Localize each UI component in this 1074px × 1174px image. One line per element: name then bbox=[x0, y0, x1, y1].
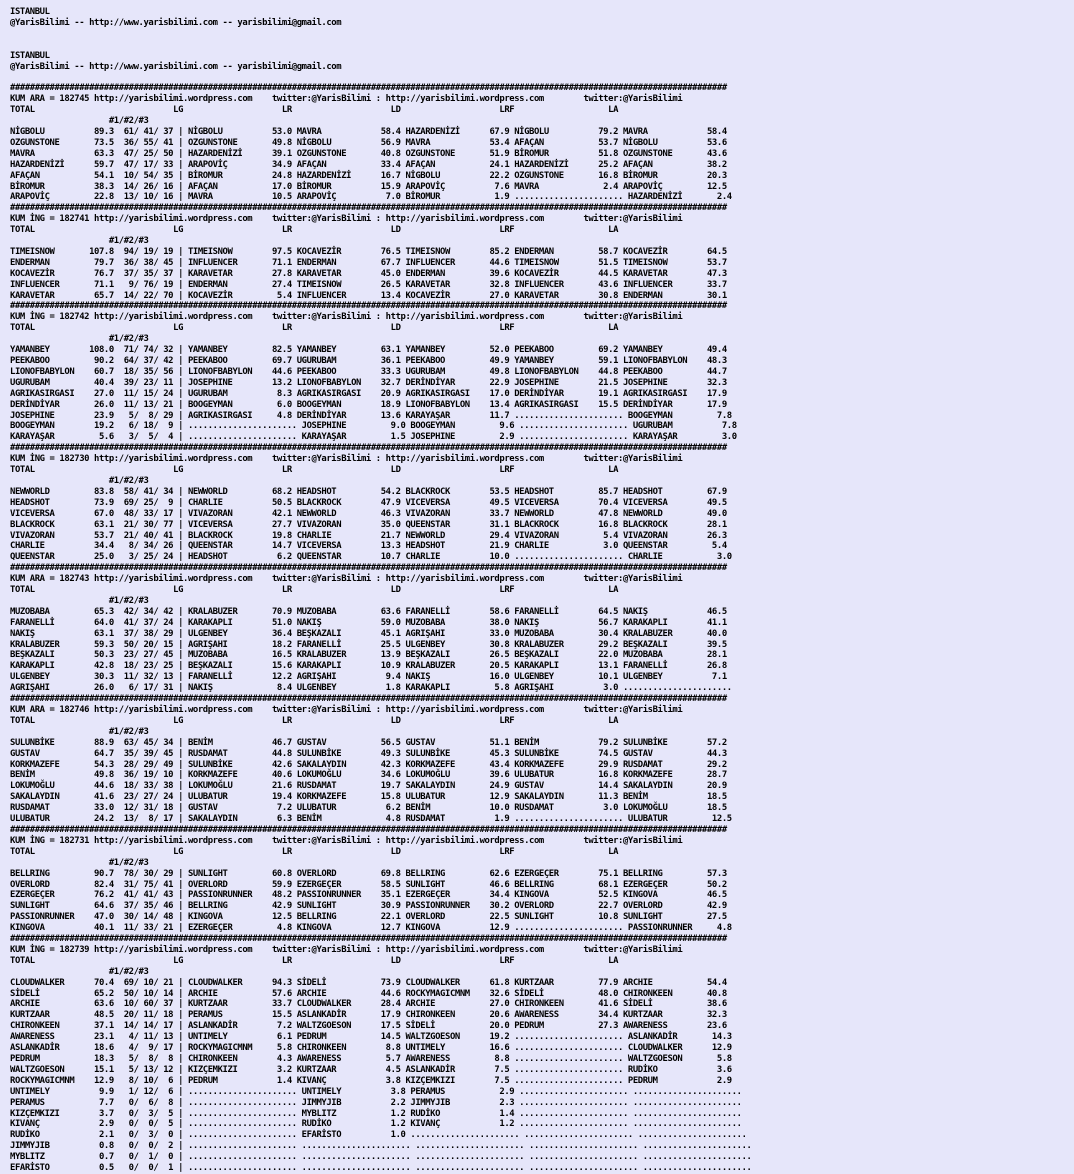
header-line: ISTANBUL bbox=[10, 50, 50, 61]
result-row: JIMMYJIB 0.8 0/ 0/ 2 | ...................... ...................... ...................... ...................... ...................... bbox=[10, 1141, 752, 1152]
column-subheader: #1/#2/#3 bbox=[10, 236, 149, 247]
result-row: EFARİSTO 0.5 0/ 0/ 1 | ...................... ...................... ...................... ...................... ...................... bbox=[10, 1163, 752, 1174]
result-row: PASSIONRUNNER 47.0 30/ 14/ 48 | KINGOVA 12.5 BELLRING 22.1 OVERLORD 22.5 SUNLIGHT 10.8 SUNLIGHT 27.5 bbox=[10, 912, 727, 923]
result-row: INFLUENCER 71.1 9/ 76/ 19 | ENDERMAN 27.4 TIMEISNOW 26.5 KARAVETAR 32.8 INFLUENCER 43.6 INFLUENCER 33.7 bbox=[10, 279, 727, 290]
column-header: TOTAL LG LR LD LRF LA bbox=[10, 955, 619, 966]
result-row: VIVAZORAN 53.7 21/ 40/ 41 | BLACKROCK 19.8 CHARLIE 21.7 NEWWORLD 29.4 VIVAZORAN 5.4 VIVAZORAN 26.3 bbox=[10, 530, 727, 541]
race-title: KUM ARA = 182745 http://yarisbilimi.wordpress.com twitter:@YarisBilimi : http://yarisbilimi.wordpress.com twitter:@YarisBilimi bbox=[10, 94, 683, 105]
result-row: BİROMUR 38.3 14/ 26/ 16 | AFAÇAN 17.0 BİROMUR 15.9 ARAPOVİÇ 7.6 MAVRA 2.4 ARAPOVİÇ 12.5 bbox=[10, 181, 727, 192]
result-row: PEEKABOO 90.2 64/ 37/ 42 | PEEKABOO 69.7 UGURUBAM 36.1 PEEKABOO 49.9 YAMANBEY 59.1 LIONOFBABYLON 48.3 bbox=[10, 356, 727, 366]
separator-line: ################################################################################################################################################# bbox=[10, 203, 727, 214]
result-row: NİGBOLU 89.3 61/ 41/ 37 | NİGBOLU 53.0 MAVRA 58.4 HAZARDENİZİ 67.9 NİGBOLU 79.2 MAVRA 58.4 bbox=[10, 126, 727, 137]
result-row: VICEVERSA 67.0 48/ 33/ 17 | VIVAZORAN 42.1 NEWWORLD 46.3 VIVAZORAN 33.7 NEWWORLD 47.8 NEWWORLD 49.0 bbox=[10, 508, 727, 519]
result-row: ARAPOVİÇ 22.8 13/ 10/ 16 | MAVRA 10.5 ARAPOVİÇ 7.0 BİROMUR 1.9 ...................... HAZARDENİZİ 2.4 bbox=[10, 192, 732, 203]
result-row: TIMEISNOW 107.8 94/ 19/ 19 | TIMEISNOW 97.5 KOCAVEZİR 76.5 TIMEISNOW 85.2 ENDERMAN 58.7 KOCAVEZİR 64.5 bbox=[10, 246, 727, 257]
result-row: SİDELİ 65.2 50/ 10/ 14 | ARCHIE 57.6 ARCHIE 44.6 ROCKYMAGICMNM 32.6 SİDELİ 48.0 CHIRONKEEN 40.8 bbox=[10, 988, 727, 999]
result-row: KIZÇEMKIZI 3.7 0/ 3/ 5 | ...................... MYBLITZ 1.2 RUDİKO 1.4 ...................... ...................... bbox=[10, 1108, 742, 1119]
column-subheader: #1/#2/#3 bbox=[10, 334, 149, 345]
result-row: KURTZAAR 48.5 20/ 11/ 18 | PERAMUS 15.5 ASLANKADİR 17.9 CHIRONKEEN 20.6 AWARENESS 34.4 KURTZAAR 32.3 bbox=[10, 1010, 727, 1021]
result-row: BOOGEYMAN 19.2 6/ 18/ 9 | ...................... JOSEPHINE 9.0 BOOGEYMAN 9.6 ...................... UGURUBAM 7.8 bbox=[10, 421, 737, 432]
result-row: KINGOVA 40.1 11/ 33/ 21 | EZERGEÇER 4.8 KINGOVA 12.7 KINGOVA 12.9 ...................... PASSIONRUNNER 4.8 bbox=[10, 923, 732, 934]
header-line: @YarisBilimi -- http://www.yarisbilimi.com -- yarisbilimi@gmail.com bbox=[10, 61, 342, 72]
result-row: UGURUBAM 40.4 39/ 23/ 11 | JOSEPHINE 13.2 LIONOFBABYLON 32.7 DERİNDİYAR 22.9 JOSEPHINE 21.5 JOSEPHINE 32.3 bbox=[10, 377, 727, 388]
result-row: AFAÇAN 54.1 10/ 54/ 35 | BİROMUR 24.8 HAZARDENİZİ 16.7 NİGBOLU 22.2 OZGUNSTONE 16.8 BİROMUR 20.3 bbox=[10, 170, 727, 181]
column-header: TOTAL LG LR LD LRF LA bbox=[10, 225, 619, 236]
result-row: CHIRONKEEN 37.1 14/ 14/ 17 | ASLANKADİR 7.2 WALTZGOESON 17.5 SİDELİ 20.0 PEDRUM 27.3 AWARENESS 23.6 bbox=[10, 1021, 727, 1032]
column-subheader: #1/#2/#3 bbox=[10, 857, 149, 868]
result-row: LOKUMOĞLU 44.6 18/ 33/ 38 | LOKUMOĞLU 21.6 RUSDAMAT 19.7 SAKALAYDIN 24.9 GUSTAV 14.4 SAKALAYDIN 20.9 bbox=[10, 781, 727, 792]
race-title: KUM İNG = 182731 http://yarisbilimi.wordpress.com twitter:@YarisBilimi : http://yarisbilimi.wordpress.com twitter:@YarisBilimi bbox=[10, 835, 683, 846]
result-row: GUSTAV 64.7 35/ 39/ 45 | RUSDAMAT 44.8 SULUNBİKE 49.3 SULUNBİKE 45.3 SULUNBİKE 74.5 GUSTAV 44.3 bbox=[10, 748, 727, 759]
result-row: BLACKROCK 63.1 21/ 30/ 77 | VICEVERSA 27.7 VIVAZORAN 35.0 QUEENSTAR 31.1 BLACKROCK 16.8 BLACKROCK 28.1 bbox=[10, 519, 727, 530]
race-section bbox=[10, 825, 1074, 934]
result-row: KARAVETAR 65.7 14/ 22/ 70 | KOCAVEZİR 5.4 INFLUENCER 13.4 KOCAVEZİR 27.0 KARAVETAR 30.8 ENDERMAN 30.1 bbox=[10, 290, 727, 301]
race-section bbox=[10, 694, 1074, 825]
result-row: KOCAVEZİR 76.7 37/ 35/ 37 | KARAVETAR 27.8 KARAVETAR 45.0 ENDERMAN 39.6 KOCAVEZİR 44.5 KARAVETAR 47.3 bbox=[10, 268, 727, 279]
result-row: EZERGEÇER 76.2 41/ 41/ 43 | PASSIONRUNNER 48.2 PASSIONRUNNER 35.1 EZERGEÇER 34.4 KINGOVA 52.5 KINGOVA 46.5 bbox=[10, 890, 727, 901]
result-row: JOSEPHINE 23.9 5/ 8/ 29 | AGRIKASIRGASI 4.8 DERİNDİYAR 13.6 KARAYAŞAR 11.7 ...................... BOOGEYMAN 7.8 bbox=[10, 410, 732, 421]
result-row: DERİNDİYAR 26.0 11/ 13/ 21 | BOOGEYMAN 6.0 BOOGEYMAN 18.9 LIONOFBABYLON 13.4 AGRIKASIRGASI 15.5 DERİNDİYAR 17.9 bbox=[10, 399, 727, 410]
race-section bbox=[10, 443, 1074, 563]
race-title: KUM İNG = 182741 http://yarisbilimi.wordpress.com twitter:@YarisBilimi : http://yarisbilimi.wordpress.com twitter:@YarisBilimi bbox=[10, 214, 683, 225]
separator-line: ################################################################################################################################################# bbox=[10, 563, 727, 574]
result-row: CLOUDWALKER 70.4 69/ 10/ 21 | CLOUDWALKER 94.3 SİDELİ 73.9 CLOUDWALKER 61.8 KURTZAAR 77.9 ARCHIE 54.4 bbox=[10, 977, 727, 988]
column-header: TOTAL LG LR LD LRF LA bbox=[10, 846, 619, 857]
page-header bbox=[10, 7, 1074, 83]
result-row: SAKALAYDIN 41.6 23/ 27/ 24 | ULUBATUR 19.4 KORKMAZEFE 15.8 ULUBATUR 12.9 SAKALAYDIN 11.3 BENİM 18.5 bbox=[10, 792, 727, 803]
column-subheader: #1/#2/#3 bbox=[10, 726, 149, 737]
separator-line: ################################################################################################################################################# bbox=[10, 934, 727, 945]
result-row: BELLRING 90.7 78/ 30/ 29 | SUNLIGHT 60.8 OVERLORD 69.8 BELLRING 62.6 EZERGEÇER 75.1 BELLRING 57.3 bbox=[10, 868, 727, 879]
column-header: TOTAL LG LR LD LRF LA bbox=[10, 585, 619, 596]
result-row: RUDİKO 2.1 0/ 3/ 0 | ...................... EFARİSTO 1.0 ...................... ...................... ...................... bbox=[10, 1130, 747, 1141]
race-title: KUM ARA = 182746 http://yarisbilimi.wordpress.com twitter:@YarisBilimi : http://yarisbilimi.wordpress.com twitter:@YarisBilimi bbox=[10, 705, 683, 715]
separator-line: ################################################################################################################################################# bbox=[10, 443, 727, 454]
column-header: TOTAL LG LR LD LRF LA bbox=[10, 465, 619, 476]
result-row: PEDRUM 18.3 5/ 8/ 8 | CHIRONKEEN 4.3 AWARENESS 5.7 AWARENESS 8.8 ...................... WALTZGOESON 5.8 bbox=[10, 1054, 732, 1064]
result-row: ULGENBEY 30.3 11/ 32/ 13 | FARANELLİ 12.2 AGRIŞAHI 9.4 NAKIŞ 16.0 ULGENBEY 10.1 ULGENBEY 7.1 bbox=[10, 672, 727, 683]
result-row: HEADSHOT 73.9 69/ 25/ 9 | CHARLIE 50.5 BLACKROCK 47.9 VICEVERSA 49.5 VICEVERSA 70.4 VICEVERSA 49.5 bbox=[10, 497, 727, 508]
race-section bbox=[10, 934, 1074, 1174]
separator-line: ################################################################################################################################################# bbox=[10, 83, 727, 94]
header-line bbox=[10, 72, 1074, 83]
separator-line: ################################################################################################################################################# bbox=[10, 301, 727, 312]
separator-line: ################################################################################################################################################# bbox=[10, 824, 727, 835]
result-row: BEŞKAZALI 50.3 23/ 27/ 45 | MUZOBABA 16.5 KRALABUZER 13.9 BEŞKAZALI 26.5 BEŞKAZALI 22.0 MUZOBABA 28.1 bbox=[10, 650, 727, 661]
result-row: KORKMAZEFE 54.3 28/ 29/ 49 | SULUNBİKE 42.6 SAKALAYDIN 42.3 KORKMAZEFE 43.4 KORKMAZEFE 29.9 RUSDAMAT 29.2 bbox=[10, 759, 727, 770]
result-row: WALTZGOESON 15.1 5/ 13/ 12 | KIZÇEMKIZI 3.2 KURTZAAR 4.5 ASLANKADİR 7.5 ...................... RUDİKO 3.6 bbox=[10, 1064, 732, 1075]
result-row: NEWWORLD 83.8 58/ 41/ 34 | NEWWORLD 68.2 HEADSHOT 54.2 BLACKROCK 53.5 HEADSHOT 85.7 HEADSHOT 67.9 bbox=[10, 486, 727, 497]
race-section bbox=[10, 203, 1074, 301]
race-section bbox=[10, 83, 1074, 203]
result-row: AWARENESS 23.1 4/ 11/ 13 | UNTIMELY 6.1 PEDRUM 14.5 WALTZGOESON 19.2 ...................... ASLANKADİR 14.3 bbox=[10, 1032, 732, 1043]
result-row: KRALABUZER 59.3 50/ 20/ 15 | AGRIŞAHI 18.2 FARANELLİ 25.5 ULGENBEY 30.8 KRALABUZER 29.2 BEŞKAZALI 39.5 bbox=[10, 639, 727, 650]
result-row: OZGUNSTONE 73.5 36/ 55/ 41 | OZGUNSTONE 49.8 NİGBOLU 56.9 MAVRA 53.4 AFAÇAN 53.7 NİGBOLU 53.6 bbox=[10, 137, 727, 148]
result-row: ARCHIE 63.6 10/ 60/ 37 | KURTZAAR 33.7 CLOUDWALKER 28.4 ARCHIE 27.0 CHIRONKEEN 41.6 SİDELİ 38.6 bbox=[10, 999, 727, 1010]
column-header: TOTAL LG LR LD LRF LA bbox=[10, 105, 619, 116]
result-row: BENİM 49.8 36/ 19/ 10 | KORKMAZEFE 40.6 LOKUMOĞLU 34.6 LOKUMOĞLU 39.6 ULUBATUR 16.8 KORKMAZEFE 28.7 bbox=[10, 770, 727, 781]
result-row: ROCKYMAGICMNM 12.9 8/ 10/ 6 | PEDRUM 1.4 KIVANÇ 3.8 KIZÇEMKIZI 7.5 ...................... PEDRUM 2.9 bbox=[10, 1075, 732, 1086]
result-row: KIVANÇ 2.9 0/ 0/ 5 | ...................... RUDİKO 1.2 KIVANÇ 1.2 ...................... ...................... bbox=[10, 1119, 742, 1130]
result-row: KARAKAPLI 42.8 18/ 23/ 25 | BEŞKAZALI 15.6 KARAKAPLI 10.9 KRALABUZER 20.5 KARAKAPLI 13.1 FARANELLİ 26.8 bbox=[10, 661, 727, 672]
result-row: KARAYAŞAR 5.6 3/ 5/ 4 | ...................... KARAYAŞAR 1.5 JOSEPHINE 2.9 ...................... KARAYAŞAR 3.0 bbox=[10, 432, 737, 443]
result-row: MYBLITZ 0.7 0/ 1/ 0 | ...................... ...................... ...................... ...................... ...................... bbox=[10, 1152, 752, 1163]
result-row: LIONOFBABYLON 60.7 18/ 35/ 56 | LIONOFBABYLON 44.6 PEEKABOO 33.3 UGURUBAM 49.8 LIONOFBABYLON 44.8 PEEKABOO 44.7 bbox=[10, 366, 727, 377]
result-row: SULUNBİKE 88.9 63/ 45/ 34 | BENİM 46.7 GUSTAV 56.5 GUSTAV 51.1 BENİM 79.2 SULUNBİKE 57.2 bbox=[10, 737, 727, 748]
separator-line: ################################################################################################################################################# bbox=[10, 694, 727, 705]
race-title: KUM ARA = 182743 http://yarisbilimi.wordpress.com twitter:@YarisBilimi : http://yarisbilimi.wordpress.com twitter:@YarisBilimi bbox=[10, 574, 683, 585]
header-line bbox=[10, 29, 1074, 40]
column-subheader: #1/#2/#3 bbox=[10, 966, 149, 977]
result-row: AGRIŞAHI 26.0 6/ 17/ 31 | NAKIŞ 8.4 ULGENBEY 1.8 KARAKAPLI 5.8 AGRIŞAHI 3.0 ...................... bbox=[10, 683, 732, 694]
result-row: FARANELLİ 64.0 41/ 37/ 24 | KARAKAPLI 51.0 NAKIŞ 59.0 MUZOBABA 38.0 NAKIŞ 56.7 KARAKAPLI 41.1 bbox=[10, 617, 727, 628]
header-line bbox=[10, 40, 1074, 51]
result-row: AGRIKASIRGASI 27.0 11/ 15/ 24 | UGURUBAM 8.3 AGRIKASIRGASI 20.9 AGRIKASIRGASI 17.0 DERİNDİYAR 19.1 AGRIKASIRGASI 17.9 bbox=[10, 388, 727, 399]
column-subheader: #1/#2/#3 bbox=[10, 595, 149, 606]
column-subheader: #1/#2/#3 bbox=[10, 475, 149, 486]
race-title: KUM İNG = 182739 http://yarisbilimi.wordpress.com twitter:@YarisBilimi : http://yarisbilimi.wordpress.com twitter:@YarisBilimi bbox=[10, 944, 683, 955]
result-row: UNTIMELY 9.9 1/ 12/ 6 | ...................... UNTIMELY 3.8 PERAMUS 2.9 ...................... ...................... bbox=[10, 1086, 742, 1097]
result-row: MAVRA 63.3 47/ 25/ 50 | HAZARDENİZİ 39.1 OZGUNSTONE 40.8 OZGUNSTONE 51.9 BİROMUR 51.8 OZGUNSTONE 43.6 bbox=[10, 148, 727, 159]
result-row: PERAMUS 7.7 0/ 6/ 8 | ...................... JIMMYJIB 2.2 JIMMYJIB 2.3 ...................... ...................... bbox=[10, 1097, 742, 1108]
result-row: NAKIŞ 63.1 37/ 38/ 29 | ULGENBEY 36.4 BEŞKAZALI 45.1 AGRIŞAHI 33.0 MUZOBABA 30.4 KRALABUZER 40.0 bbox=[10, 628, 727, 639]
race-section bbox=[10, 301, 1074, 443]
result-row: YAMANBEY 108.0 71/ 74/ 32 | YAMANBEY 82.5 YAMANBEY 63.1 YAMANBEY 52.0 PEEKABOO 69.2 YAMANBEY 49.4 bbox=[10, 345, 727, 356]
result-row: OVERLORD 82.4 31/ 75/ 41 | OVERLORD 59.9 EZERGEÇER 58.5 SUNLIGHT 46.6 BELLRING 68.1 EZERGEÇER 50.2 bbox=[10, 879, 727, 890]
result-row: ULUBATUR 24.2 13/ 8/ 17 | SAKALAYDIN 6.3 BENİM 4.8 RUSDAMAT 1.9 ...................... ULUBATUR 12.5 bbox=[10, 814, 732, 825]
result-row: ENDERMAN 79.7 36/ 38/ 45 | INFLUENCER 71.1 ENDERMAN 67.7 INFLUENCER 44.6 TIMEISNOW 51.5 TIMEISNOW 53.7 bbox=[10, 257, 727, 268]
result-row: RUSDAMAT 33.0 12/ 31/ 18 | GUSTAV 7.2 ULUBATUR 6.2 BENİM 10.0 RUSDAMAT 3.0 LOKUMOĞLU 18.5 bbox=[10, 803, 727, 814]
result-row: HAZARDENİZİ 59.7 47/ 17/ 33 | ARAPOVİÇ 34.9 AFAÇAN 33.4 AFAÇAN 24.1 HAZARDENİZİ 25.2 AFAÇAN 38.2 bbox=[10, 159, 727, 170]
column-header: TOTAL LG LR LD LRF LA bbox=[10, 323, 619, 334]
race-title: KUM İNG = 182742 http://yarisbilimi.wordpress.com twitter:@YarisBilimi : http://yarisbilimi.wordpress.com twitter:@YarisBilimi bbox=[10, 312, 683, 323]
result-row: QUEENSTAR 25.0 3/ 25/ 24 | HEADSHOT 6.2 QUEENSTAR 10.7 CHARLIE 10.0 ...................... CHARLIE 3.0 bbox=[10, 552, 732, 563]
result-row: SUNLIGHT 64.6 37/ 35/ 46 | BELLRING 42.9 SUNLIGHT 30.9 PASSIONRUNNER 30.2 OVERLORD 22.7 OVERLORD 42.9 bbox=[10, 901, 727, 912]
result-row: CHARLIE 34.4 8/ 34/ 26 | QUEENSTAR 14.7 VICEVERSA 13.3 HEADSHOT 21.9 CHARLIE 3.0 QUEENSTAR 5.4 bbox=[10, 541, 727, 552]
result-row: MUZOBABA 65.3 42/ 34/ 42 | KRALABUZER 70.9 MUZOBABA 63.6 FARANELLİ 58.6 FARANELLİ 64.5 NAKIŞ 46.5 bbox=[10, 606, 727, 617]
result-row: ASLANKADİR 18.6 4/ 9/ 17 | ROCKYMAGICMNM 5.8 CHIRONKEEN 8.8 UNTIMELY 16.6 ...................... CLOUDWALKER 12.9 bbox=[10, 1043, 732, 1054]
race-section bbox=[10, 563, 1074, 694]
header-line: @YarisBilimi -- http://www.yarisbilimi.com -- yarisbilimi@gmail.com bbox=[10, 17, 342, 28]
race-title: KUM İNG = 182730 http://yarisbilimi.wordpress.com twitter:@YarisBilimi : http://yarisbilimi.wordpress.com twitter:@YarisBilimi bbox=[10, 454, 683, 465]
header-line: ISTANBUL bbox=[10, 7, 50, 17]
column-subheader: #1/#2/#3 bbox=[10, 116, 149, 127]
column-header: TOTAL LG LR LD LRF LA bbox=[10, 715, 619, 726]
